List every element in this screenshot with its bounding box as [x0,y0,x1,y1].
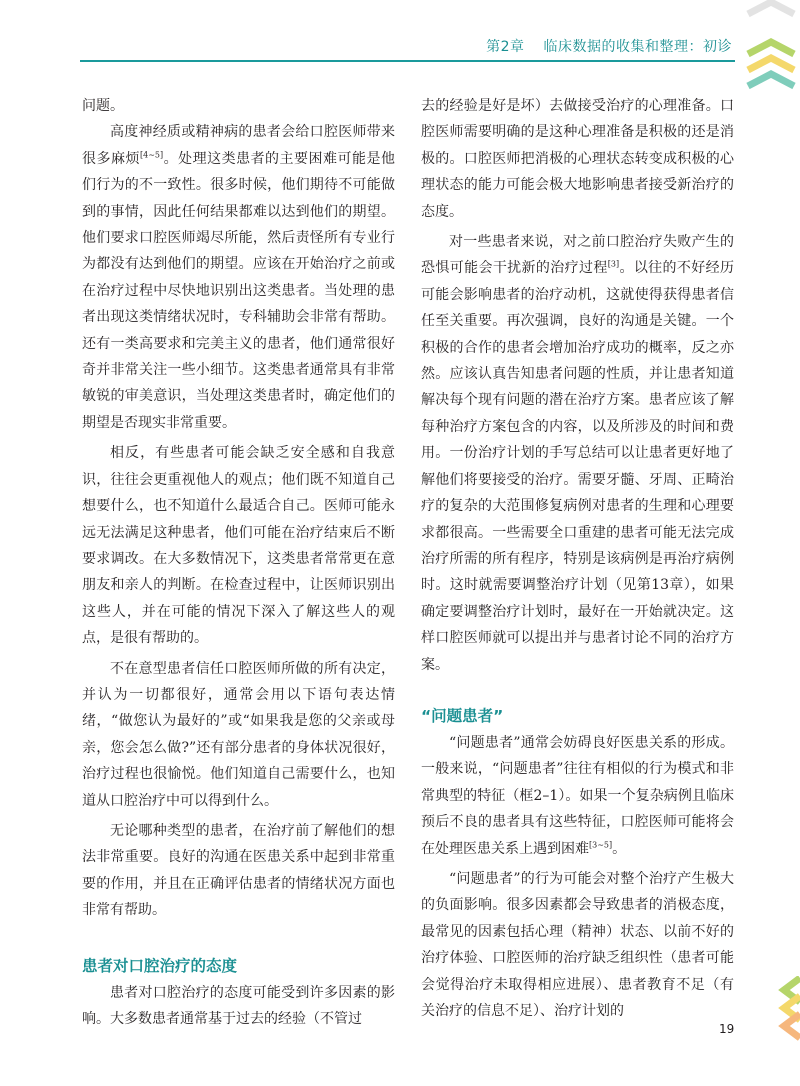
paragraph: “问题患者”通常会妨碍良好医患关系的形成。一般来说，“问题患者”往往有相似的行为模式和非常典型的特征（框2–1）。如果一个复杂病例且临床预后不良的患者具有这些特征，口腔医师可能将会在处理医患关系上遇到困难[3~5]。 [421,734,734,857]
paragraph: 不在意型患者信任口腔医师所做的所有决定，并认为一切都很好，通常会用以下语句表达情绪，“做您认为最好的”或“如果我是您的父亲或母亲，您会怎么做?”还有部分患者的身体状况很好，治疗过程也很愉悦。他们知道自己需要什么，也知道从口腔治疗中可以得到什么。 [82,660,395,809]
citation: [4~5] [139,150,164,160]
paragraph: 去的经验是好是坏）去做接受治疗的心理准备。口腔医师需要明确的是这种心理准备是积极的还是消极的。口腔医师把消极的心理状态转变成积极的心理状态的能力可能会极大地影响患者接受新治疗的态度。 [421,98,734,220]
paragraph: 患者对口腔治疗的态度可能受到许多因素的影响。大多数患者通常基于过去的经验（不管过 [82,984,395,1027]
paragraph: “问题患者”的行为可能会对整个治疗产生极大的负面影响。很多因素都会导致患者的消极态度，最常见的因素包括心理（精神）状态、以前不好的治疗体验、口腔医师的治疗缺乏组织性（患者可能会觉得治疗未取得相应进展）、患者教育不足（有关治疗的信息不足）、治疗计划的 [421,870,734,1019]
page-number: 19 [719,1022,735,1036]
section-heading: 患者对口腔治疗的态度 [82,956,238,975]
header-rule [80,60,735,62]
paragraph: 相反，有些患者可能会缺乏安全感和自我意识，往往会更重视他人的观点；他们既不知道自己想要什么，也不知道什么最适合自己。医师可能永远无法满足这种患者，他们可能在治疗结束后不断要求调改。在大多数情况下，这类患者常常更在意朋友和亲人的判断。在检查过程中，让医师识别出这些人，并在可能的情况下深入了解这些人的观点，是很有帮助的。 [82,445,395,647]
chapter-number: 第2章 [486,39,525,55]
paragraph: 问题。 [82,98,124,114]
chevron-decoration-bottom [774,976,800,1056]
paragraph: 对一些患者来说，对之前口腔治疗失败产生的恐惧可能会干扰新的治疗过程[3]。以往的不好经历可能会影响患者的治疗动机，这就使得获得患者信任至关重要。再次强调，良好的沟通是关键。一个积极的合作的患者会增加治疗成功的概率，反之亦然。应该认真告知患者问题的性质，并让患者知道解决每个现有问题的潜在治疗方案。患者应该了解每种治疗方案包含的内容，以及所涉及的时间和费用。一份治疗计划的手写总结可以让患者更好地了解他们将要接受的治疗。需要牙髓、牙周、正畸治疗的复杂的大范围修复病例对患者的生理和心理要求都很高。一些需要全口重建的患者可能无法完成治疗所需的所有程序，特别是该病例是再治疗病例时。这时就需要调整治疗计划（见第13章），如果确定要调整治疗计划时，最好在一开始就决定。这样口腔医师就可以提出并与患者讨论不同的治疗方案。 [421,234,735,673]
running-head [486,36,732,56]
citation: [3] [607,259,620,269]
section-heading: “问题患者” [421,706,504,725]
citation: [3~5] [589,839,613,849]
chevron-decoration-top [742,0,800,100]
paragraph: 无论哪种类型的患者，在治疗前了解他们的想法非常重要。良好的沟通在医患关系中起到非常重要的作用，并且在正确评估患者的情绪状况方面也非常有帮助。 [82,822,395,919]
paragraph: 高度神经质或精神病的患者会给口腔医师带来很多麻烦[4~5]。处理这类患者的主要困难可能是他们行为的不一致性。很多时候，他们期待不可能做到的事情，因此任何结果都难以达到他们的期望。他们要求口腔医师竭尽所能，然后责怪所有专业行为都没有达到他们的期望。应该在开始治疗之前或在治疗过程中尽快地识别出这类患者。当处理的患者出现这类情绪状况时，专科辅助会非常有帮助。还有一类高要求和完美主义的患者，他们通常很好奇并非常关注一些小细节。这类患者通常具有非常敏锐的审美意识，当处理这类患者时，确定他们的期望是否现实非常重要。 [82,124,396,431]
right-column [421,93,734,1024]
chapter-title: 临床数据的收集和整理：初诊 [543,39,732,55]
left-column [82,93,395,1032]
